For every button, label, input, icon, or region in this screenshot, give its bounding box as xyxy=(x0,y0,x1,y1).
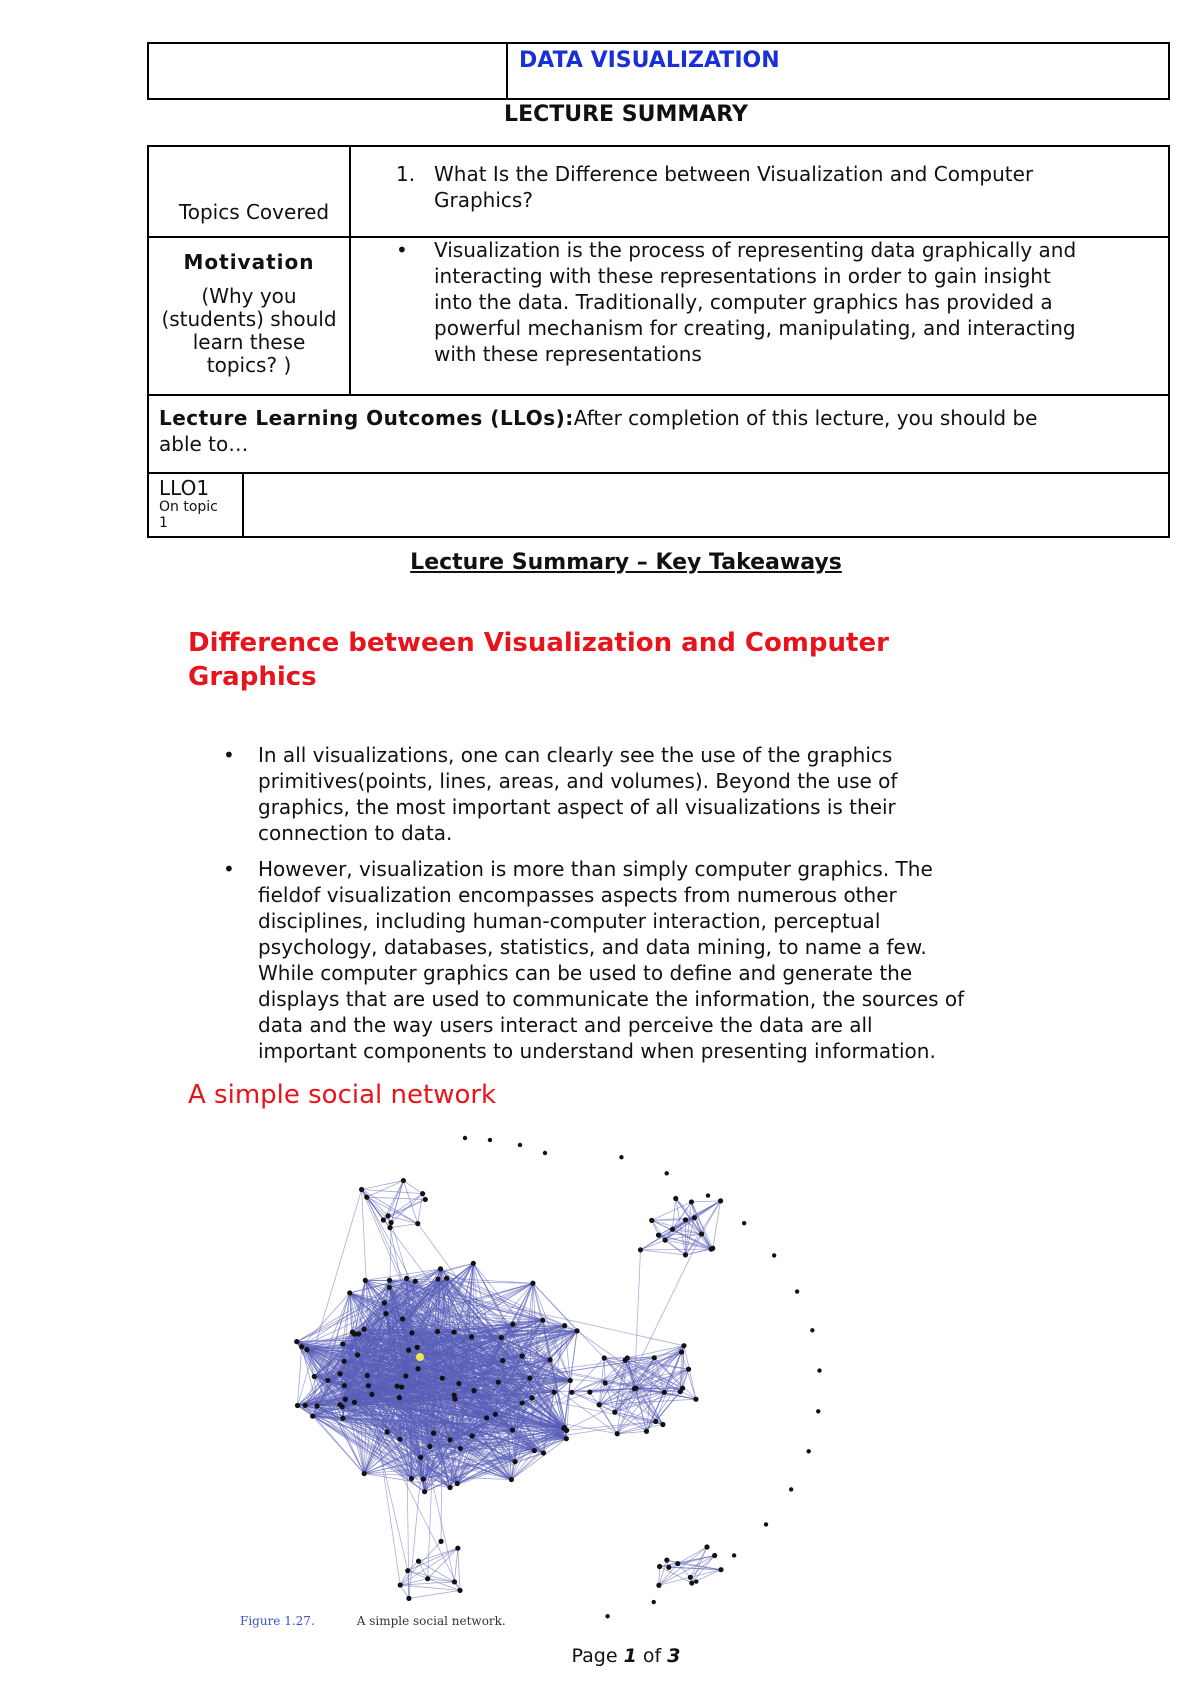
network-node xyxy=(452,1393,457,1398)
network-node xyxy=(463,1136,467,1140)
network-node xyxy=(365,1373,370,1378)
network-node xyxy=(602,1355,607,1360)
network-node xyxy=(587,1390,592,1395)
network-node xyxy=(670,1227,675,1232)
network-node xyxy=(625,1355,630,1360)
network-node xyxy=(569,1390,574,1395)
network-node xyxy=(568,1378,573,1383)
social-network-figure xyxy=(240,1135,860,1635)
bullet-line: displays that are used to communicate the information, the sources of xyxy=(258,987,965,1011)
network-node xyxy=(712,1553,717,1558)
list-item xyxy=(218,856,1078,1064)
network-node xyxy=(615,1431,620,1436)
network-node xyxy=(718,1198,723,1203)
network-node xyxy=(406,1596,411,1601)
network-edge xyxy=(400,1585,460,1590)
network-node xyxy=(340,1341,345,1346)
network-node xyxy=(352,1400,357,1405)
network-node xyxy=(359,1187,364,1192)
page-footer xyxy=(0,1645,1200,1667)
network-node xyxy=(312,1374,317,1379)
network-node xyxy=(529,1395,534,1400)
network-node xyxy=(415,1345,420,1350)
network-node xyxy=(362,1471,367,1476)
network-node xyxy=(532,1448,537,1453)
page-current: 1 xyxy=(623,1645,637,1667)
network-node xyxy=(400,1316,405,1321)
network-node xyxy=(337,1371,342,1376)
network-node xyxy=(689,1199,694,1204)
network-node xyxy=(381,1217,386,1222)
network-edge xyxy=(297,1347,301,1406)
network-node xyxy=(416,1353,424,1361)
network-node xyxy=(484,1415,489,1420)
network-node xyxy=(431,1431,436,1436)
network-node xyxy=(520,1353,525,1358)
network-node xyxy=(415,1221,420,1226)
network-node xyxy=(817,1368,821,1372)
llo-label: Lecture Learning Outcomes (LLOs): xyxy=(159,406,574,430)
network-node xyxy=(488,1138,492,1142)
lecture-summary-label: LECTURE SUMMARY xyxy=(504,102,748,127)
network-node xyxy=(663,1238,668,1243)
network-node xyxy=(435,1276,440,1281)
network-node xyxy=(409,1330,414,1335)
network-node xyxy=(340,1404,345,1409)
network-node xyxy=(382,1300,387,1305)
network-node xyxy=(597,1402,602,1407)
bullet-line: primitives(points, lines, areas, and volumes). Beyond the use of xyxy=(258,769,898,793)
network-node xyxy=(694,1579,698,1583)
llo1-label: LLO1 xyxy=(159,476,210,500)
network-node xyxy=(387,1225,392,1230)
network-node xyxy=(742,1221,746,1225)
motivation-sub xyxy=(149,285,349,377)
network-node xyxy=(603,1380,608,1385)
network-node xyxy=(420,1191,425,1196)
network-node xyxy=(404,1276,409,1281)
network-node xyxy=(664,1557,669,1562)
network-node xyxy=(527,1376,532,1381)
document-title: DATA VISUALIZATION xyxy=(519,48,780,73)
network-node xyxy=(548,1357,553,1362)
network-node xyxy=(653,1419,658,1424)
bullet-line: However, visualization is more than simply computer graphics. The xyxy=(258,857,933,881)
network-node xyxy=(303,1403,308,1408)
network-node xyxy=(415,1366,420,1371)
network-node xyxy=(666,1565,671,1570)
section-heading xyxy=(188,626,889,694)
network-node xyxy=(564,1436,569,1441)
figure-caption xyxy=(240,1614,506,1628)
network-node xyxy=(732,1553,736,1557)
network-node xyxy=(683,1252,688,1257)
network-node xyxy=(656,1583,661,1588)
network-node xyxy=(416,1559,421,1564)
network-edge xyxy=(640,1250,685,1255)
network-node xyxy=(543,1151,547,1155)
network-node xyxy=(499,1335,504,1340)
network-node xyxy=(364,1195,369,1200)
network-node xyxy=(657,1564,662,1569)
network-node xyxy=(562,1425,567,1430)
network-node xyxy=(699,1231,704,1236)
network-node xyxy=(423,1197,428,1202)
motivation-sub-line: (Why you xyxy=(201,284,297,308)
network-node xyxy=(500,1358,505,1363)
motivation-line: Visualization is the process of representing data graphically and xyxy=(434,238,1077,262)
figure-heading: A simple social network xyxy=(188,1080,497,1110)
network-node xyxy=(295,1403,300,1408)
network-node xyxy=(405,1568,410,1573)
network-node xyxy=(512,1459,517,1464)
header-table xyxy=(147,42,1170,100)
network-node xyxy=(638,1247,643,1252)
network-node xyxy=(686,1367,691,1372)
network-node xyxy=(789,1487,793,1491)
network-node xyxy=(310,1414,315,1419)
network-node xyxy=(706,1193,710,1197)
network-edges xyxy=(297,1181,721,1599)
network-node xyxy=(350,1329,355,1334)
page-total: 3 xyxy=(667,1645,681,1667)
network-node xyxy=(422,1489,427,1494)
network-edge xyxy=(640,1249,711,1250)
network-node xyxy=(425,1576,430,1581)
network-node xyxy=(304,1347,309,1352)
network-node xyxy=(325,1378,330,1383)
network-edge xyxy=(403,1181,422,1194)
motivation-sub-line: learn these xyxy=(192,330,306,354)
network-node xyxy=(552,1390,557,1395)
network-node xyxy=(675,1561,680,1566)
network-node xyxy=(387,1285,392,1290)
motivation-line: with these representations xyxy=(434,342,702,366)
llo1-sub-line: On topic xyxy=(159,499,218,515)
network-node xyxy=(444,1276,449,1281)
network-node xyxy=(816,1409,820,1413)
network-node xyxy=(427,1444,432,1449)
network-node xyxy=(795,1289,799,1293)
network-node xyxy=(399,1384,404,1389)
network-node xyxy=(457,1588,462,1593)
network-node xyxy=(447,1437,452,1442)
llo-text-cont: able to… xyxy=(159,432,249,456)
network-node xyxy=(718,1567,723,1572)
network-node xyxy=(403,1373,408,1378)
network-node xyxy=(619,1155,623,1159)
network-node xyxy=(471,1388,476,1393)
network-node xyxy=(510,1322,515,1327)
takeaway-bullets xyxy=(218,742,1078,1074)
bullet-line: In all visualizations, one can clearly see the use of the graphics xyxy=(258,743,893,767)
page-word: Page xyxy=(571,1645,618,1667)
network-edge xyxy=(408,1548,458,1570)
network-node xyxy=(510,1427,515,1432)
network-node xyxy=(644,1429,649,1434)
network-node xyxy=(421,1477,426,1482)
network-node xyxy=(342,1359,347,1364)
network-node xyxy=(456,1381,461,1386)
network-edge xyxy=(684,1346,696,1400)
network-node xyxy=(343,1397,348,1402)
list-item xyxy=(218,742,1078,846)
network-node xyxy=(294,1339,299,1344)
bullet-line: fieldof visualization encompasses aspects from numerous other xyxy=(258,883,897,907)
bullet-line: graphics, the most important aspect of all visualizations is their xyxy=(258,795,896,819)
motivation-line: interacting with these representations in order to gain insight xyxy=(434,264,1051,288)
bullet-line: data and the way users interact and perceive the data are all xyxy=(258,1013,873,1037)
network-node xyxy=(673,1196,678,1201)
network-node xyxy=(692,1215,697,1220)
network-node xyxy=(299,1344,304,1349)
network-edge xyxy=(691,1201,720,1202)
lecture-summary-table xyxy=(147,145,1170,538)
network-node xyxy=(347,1290,352,1295)
network-node xyxy=(455,1481,460,1486)
llo1-sub-line: 1 xyxy=(159,515,168,531)
network-node xyxy=(660,1422,665,1427)
network-edge xyxy=(409,1590,460,1598)
network-node xyxy=(397,1395,402,1400)
network-node xyxy=(458,1446,463,1451)
network-node xyxy=(471,1261,476,1266)
network-edge xyxy=(362,1189,423,1193)
network-node xyxy=(681,1343,686,1348)
network-node xyxy=(342,1383,347,1388)
network-node xyxy=(387,1278,392,1283)
motivation-sub-line: (students) should xyxy=(161,307,337,331)
section-title: Lecture Summary – Key Takeaways xyxy=(410,550,842,575)
network-node xyxy=(652,1600,656,1604)
network-node xyxy=(693,1397,698,1402)
network-node xyxy=(438,1266,443,1271)
network-node xyxy=(314,1403,319,1408)
network-node xyxy=(612,1410,617,1415)
network-node xyxy=(683,1217,688,1222)
network-node xyxy=(469,1334,474,1339)
network-node xyxy=(509,1477,514,1482)
network-node xyxy=(574,1328,579,1333)
network-node xyxy=(664,1171,668,1175)
llo-row xyxy=(159,405,1159,457)
bullet-line: While computer graphics can be used to define and generate the xyxy=(258,961,913,985)
heading-line: Graphics xyxy=(188,662,317,692)
network-node xyxy=(470,1433,475,1438)
network-node xyxy=(530,1281,535,1286)
topic-number: 1. xyxy=(396,162,416,186)
network-edge xyxy=(367,1181,404,1198)
network-node xyxy=(389,1220,394,1225)
network-node xyxy=(438,1539,443,1544)
network-node xyxy=(518,1143,522,1147)
bullet-line: disciplines, including human-computer interaction, perceptual xyxy=(258,909,881,933)
motivation-label: Motivation xyxy=(183,250,315,274)
network-edge xyxy=(390,1224,418,1228)
network-node xyxy=(440,1376,445,1381)
network-node xyxy=(520,1400,525,1405)
topic-1-cont: Graphics? xyxy=(434,188,533,212)
network-node xyxy=(398,1582,403,1587)
network-node xyxy=(401,1178,406,1183)
network-node xyxy=(383,1311,388,1316)
network-node xyxy=(409,1476,414,1481)
network-node xyxy=(704,1544,709,1549)
network-node xyxy=(340,1416,345,1421)
network-node xyxy=(764,1522,768,1526)
bullet-line: important components to understand when presenting information. xyxy=(258,1039,936,1063)
network-node xyxy=(452,1579,457,1584)
network-node xyxy=(662,1390,667,1395)
network-node xyxy=(447,1485,452,1490)
network-node xyxy=(413,1279,418,1284)
network-node xyxy=(772,1253,776,1257)
network-node xyxy=(455,1546,460,1551)
network-node xyxy=(366,1383,371,1388)
bullet-icon: • xyxy=(223,857,235,881)
motivation-line: into the data. Traditionally, computer graphics has provided a xyxy=(434,290,1053,314)
motivation-bullet-icon: • xyxy=(396,238,408,262)
network-node xyxy=(807,1449,811,1453)
topics-covered-label: Topics Covered xyxy=(178,200,330,224)
network-node xyxy=(541,1450,546,1455)
network-node xyxy=(496,1380,501,1385)
topic-1: What Is the Difference between Visualization and Computer xyxy=(434,162,1034,186)
page-of-word: of xyxy=(642,1645,662,1667)
network-edge xyxy=(615,1234,702,1412)
network-edge xyxy=(458,1548,460,1590)
network-node xyxy=(680,1386,685,1391)
figure-caption-text: A simple social network. xyxy=(356,1614,506,1628)
network-node xyxy=(369,1392,374,1397)
network-node xyxy=(384,1429,389,1434)
motivation-line: powerful mechanism for creating, manipulating, and interacting xyxy=(434,316,1076,340)
network-edge xyxy=(418,1194,423,1224)
network-node xyxy=(709,1247,714,1252)
network-node xyxy=(632,1386,637,1391)
motivation-text xyxy=(434,237,1169,367)
network-node xyxy=(605,1614,609,1618)
motivation-sub-line: topics? ) xyxy=(206,353,292,377)
network-node xyxy=(363,1278,368,1283)
heading-line: Difference between Visualization and Computer xyxy=(188,628,889,658)
network-node xyxy=(362,1327,367,1332)
bullet-line: psychology, databases, statistics, and data mining, to name a few. xyxy=(258,935,927,959)
network-node xyxy=(418,1455,423,1460)
network-edge xyxy=(454,1548,457,1582)
network-node xyxy=(688,1575,693,1580)
figure-number: Figure 1.27. xyxy=(240,1614,315,1628)
network-node xyxy=(493,1412,498,1417)
bullet-line: connection to data. xyxy=(258,821,453,845)
network-node xyxy=(562,1323,567,1328)
network-node xyxy=(656,1233,661,1238)
network-edge xyxy=(362,1181,404,1190)
network-node xyxy=(355,1352,360,1357)
network-node xyxy=(435,1329,440,1334)
network-node xyxy=(397,1437,402,1442)
network-node xyxy=(649,1218,654,1223)
network-node xyxy=(386,1213,391,1218)
network-node xyxy=(810,1328,814,1332)
network-node xyxy=(451,1329,456,1334)
llo-text: After completion of this lecture, you should be xyxy=(573,406,1038,430)
network-node xyxy=(679,1349,684,1354)
network-node xyxy=(540,1318,545,1323)
network-node xyxy=(652,1355,657,1360)
bullet-icon: • xyxy=(223,743,235,767)
header-divider xyxy=(506,44,508,98)
network-node xyxy=(395,1383,400,1388)
llo1-sub xyxy=(159,499,218,531)
network-node xyxy=(689,1580,694,1585)
network-node xyxy=(406,1348,411,1353)
